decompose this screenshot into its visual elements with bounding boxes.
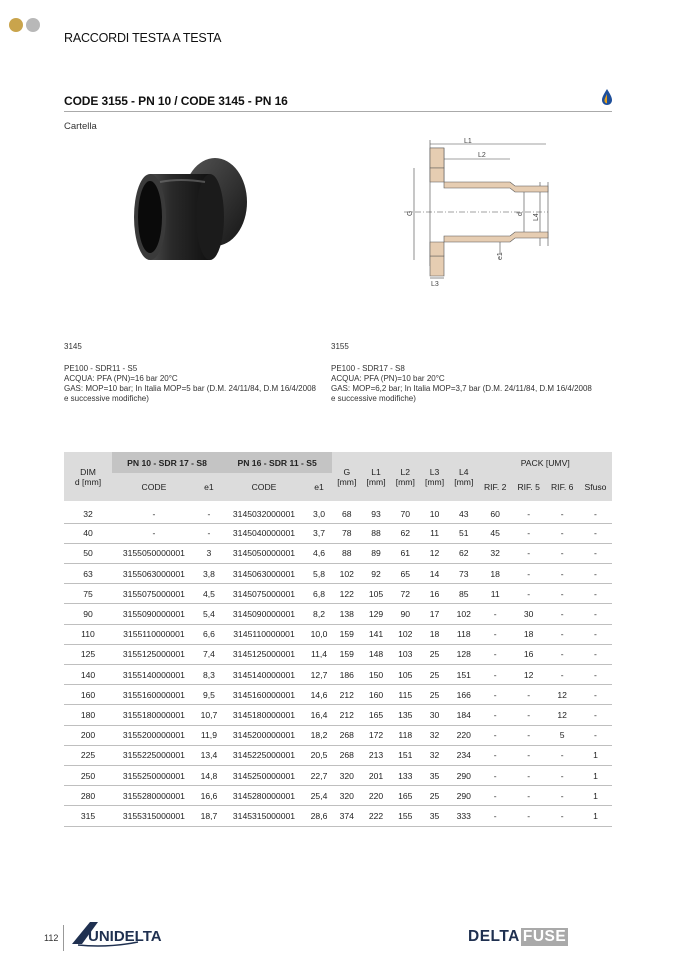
table-cell: 3145063000001 <box>222 564 306 584</box>
variant-line: GAS: MOP=6,2 bar; In Italia MOP=3,7 bar (D.M. 24/11/84, D.M 16/4/2008 <box>331 384 592 393</box>
table-cell: 151 <box>391 745 420 765</box>
variant-line: GAS: MOP=10 bar; In Italia MOP=5 bar (D.M. 24/11/84, D.M 16/4/2008 <box>64 384 316 393</box>
table-row <box>64 584 612 604</box>
table-cell: - <box>579 584 612 604</box>
table-cell: - <box>579 665 612 685</box>
table-cell: - <box>478 685 512 705</box>
table-cell: 140 <box>64 665 112 685</box>
table-cell: 165 <box>391 786 420 806</box>
table-cell: 159 <box>332 644 361 664</box>
table-cell: 12 <box>545 705 579 725</box>
table-cell: - <box>545 665 579 685</box>
variant-line: ACQUA: PFA (PN)=16 bar 20°C <box>64 374 178 383</box>
table-cell: 125 <box>64 644 112 664</box>
table-cell: - <box>545 624 579 644</box>
table-cell: 30 <box>420 705 449 725</box>
table-row <box>64 543 612 563</box>
table-cell: - <box>579 644 612 664</box>
table-cell: 186 <box>332 665 361 685</box>
deltafuse-logo <box>468 928 568 946</box>
variant-3155 <box>331 342 592 404</box>
table-cell: - <box>196 503 222 523</box>
table-row <box>64 745 612 765</box>
table-cell: - <box>478 644 512 664</box>
table-cell: 128 <box>449 644 478 664</box>
table-cell: - <box>545 523 579 543</box>
table-cell: 1 <box>579 765 612 785</box>
table-cell: - <box>512 503 546 523</box>
table-cell: 32 <box>64 503 112 523</box>
table-cell: 110 <box>64 624 112 644</box>
table-cell: 90 <box>64 604 112 624</box>
table-cell: 25 <box>420 644 449 664</box>
variant-line: PE100 - SDR11 - S5 <box>64 364 138 373</box>
grey-dot-icon <box>26 18 40 32</box>
table-row <box>64 564 612 584</box>
variant-line: e successive modifiche) <box>331 394 416 403</box>
table-cell: 51 <box>449 523 478 543</box>
table-cell: 3155140000001 <box>112 665 196 685</box>
table-cell: 3155075000001 <box>112 584 196 604</box>
table-cell: 11 <box>420 523 449 543</box>
table-cell: 18 <box>478 564 512 584</box>
table-cell: 8,3 <box>196 665 222 685</box>
table-cell: 62 <box>449 543 478 563</box>
header-rif6: RIF. 6 <box>545 473 579 503</box>
table-cell: 222 <box>361 806 390 826</box>
table-cell: 10 <box>420 503 449 523</box>
table-cell: - <box>112 523 196 543</box>
table-cell: 220 <box>361 786 390 806</box>
table-cell: - <box>512 765 546 785</box>
table-cell: 3145125000001 <box>222 644 306 664</box>
table-cell: 118 <box>449 624 478 644</box>
header-dim: DIM d [mm] <box>64 452 112 503</box>
unidelta-wordmark: UNIDELTA <box>88 928 162 945</box>
table-cell: 138 <box>332 604 361 624</box>
table-cell: 93 <box>361 503 390 523</box>
table-cell: 234 <box>449 745 478 765</box>
table-cell: - <box>579 705 612 725</box>
table-cell: 4,5 <box>196 584 222 604</box>
table-cell: 102 <box>391 624 420 644</box>
table-cell: 30 <box>512 604 546 624</box>
table-cell: 3145200000001 <box>222 725 306 745</box>
table-cell: 3145090000001 <box>222 604 306 624</box>
table-cell: 155 <box>391 806 420 826</box>
table-cell: 9,5 <box>196 685 222 705</box>
variant-line: ACQUA: PFA (PN)=10 bar 20°C <box>331 374 445 383</box>
table-cell: 3155180000001 <box>112 705 196 725</box>
table-row <box>64 705 612 725</box>
dimensions-table <box>64 452 612 827</box>
header-l1: L1 [mm] <box>361 452 390 503</box>
table-cell: 11,9 <box>196 725 222 745</box>
table-cell: 160 <box>64 685 112 705</box>
table-cell: 18,2 <box>306 725 332 745</box>
table-cell: 1 <box>579 745 612 765</box>
table-cell: 105 <box>361 584 390 604</box>
table-cell: 3155225000001 <box>112 745 196 765</box>
table-cell: - <box>545 503 579 523</box>
header-pn10: PN 10 - SDR 17 - S8 <box>112 452 222 473</box>
table-cell: 3,0 <box>306 503 332 523</box>
table-cell: 165 <box>361 705 390 725</box>
header-sfuso: Sfuso <box>579 473 612 503</box>
table-cell: 280 <box>64 786 112 806</box>
table-cell: 141 <box>361 624 390 644</box>
table-cell: 25,4 <box>306 786 332 806</box>
table-cell: 3145040000001 <box>222 523 306 543</box>
table-cell: 63 <box>64 564 112 584</box>
table-cell: 3145050000001 <box>222 543 306 563</box>
table-cell: - <box>478 725 512 745</box>
table-cell: 320 <box>332 765 361 785</box>
gold-dot-icon <box>9 18 23 32</box>
table-cell: 22,7 <box>306 765 332 785</box>
table-cell: 32 <box>420 725 449 745</box>
table-cell: 315 <box>64 806 112 826</box>
table-cell: 151 <box>449 665 478 685</box>
technical-drawing <box>400 136 550 291</box>
title-divider <box>64 111 612 112</box>
table-cell: 16 <box>420 584 449 604</box>
table-cell: 212 <box>332 705 361 725</box>
table-cell: 3,7 <box>306 523 332 543</box>
table-cell: 5 <box>545 725 579 745</box>
product-photo <box>120 152 270 277</box>
table-cell: - <box>512 725 546 745</box>
table-cell: 16,6 <box>196 786 222 806</box>
table-cell: 6,6 <box>196 624 222 644</box>
table-cell: 60 <box>478 503 512 523</box>
table-cell: 1 <box>579 786 612 806</box>
table-cell: 148 <box>361 644 390 664</box>
table-cell: 3145225000001 <box>222 745 306 765</box>
table-cell: 160 <box>361 685 390 705</box>
table-cell: 201 <box>361 765 390 785</box>
footer-divider <box>63 925 64 951</box>
header-pack: PACK [UMV] <box>478 452 612 473</box>
table-cell: 133 <box>391 765 420 785</box>
table-row <box>64 786 612 806</box>
variant-line: PE100 - SDR17 - S8 <box>331 364 405 373</box>
table-cell: - <box>545 543 579 563</box>
table-cell: 25 <box>420 685 449 705</box>
table-cell: 184 <box>449 705 478 725</box>
table-cell: 28,6 <box>306 806 332 826</box>
table-cell: 75 <box>64 584 112 604</box>
header-code-pn10: CODE <box>112 473 196 503</box>
table-cell: - <box>579 725 612 745</box>
table-cell: 16,4 <box>306 705 332 725</box>
table-cell: - <box>512 564 546 584</box>
label-d: d <box>517 212 524 216</box>
table-cell: 12 <box>420 543 449 563</box>
table-row <box>64 765 612 785</box>
table-row <box>64 604 612 624</box>
table-row <box>64 523 612 543</box>
table-cell: 3145140000001 <box>222 665 306 685</box>
table-cell: 70 <box>391 503 420 523</box>
table-row <box>64 503 612 523</box>
table-cell: 103 <box>391 644 420 664</box>
table-cell: 65 <box>391 564 420 584</box>
table-cell: 3155250000001 <box>112 765 196 785</box>
table-cell: 3145032000001 <box>222 503 306 523</box>
table-cell: 374 <box>332 806 361 826</box>
table-cell: 12 <box>512 665 546 685</box>
table-cell: 7,4 <box>196 644 222 664</box>
table-cell: 85 <box>449 584 478 604</box>
table-cell: - <box>112 503 196 523</box>
table-cell: 14,8 <box>196 765 222 785</box>
table-cell: 135 <box>391 705 420 725</box>
table-cell: 5,4 <box>196 604 222 624</box>
table-cell: 3145180000001 <box>222 705 306 725</box>
table-cell: 89 <box>361 543 390 563</box>
table-cell: 290 <box>449 786 478 806</box>
table-cell: - <box>545 765 579 785</box>
table-cell: - <box>545 584 579 604</box>
table-cell: - <box>579 685 612 705</box>
table-body <box>64 503 612 826</box>
table-cell: - <box>512 786 546 806</box>
table-cell: 68 <box>332 503 361 523</box>
table-cell: 20,5 <box>306 745 332 765</box>
table-cell: - <box>545 604 579 624</box>
table-cell: 5,8 <box>306 564 332 584</box>
table-cell: - <box>579 564 612 584</box>
table-cell: 3155110000001 <box>112 624 196 644</box>
table-cell: 102 <box>449 604 478 624</box>
table-cell: 105 <box>391 665 420 685</box>
table-cell: 18 <box>512 624 546 644</box>
table-cell: 115 <box>391 685 420 705</box>
table-cell: - <box>478 624 512 644</box>
table-cell: 213 <box>361 745 390 765</box>
table-cell: 4,6 <box>306 543 332 563</box>
table-cell: - <box>545 786 579 806</box>
product-title: CODE 3155 - PN 10 / CODE 3145 - PN 16 <box>64 94 288 108</box>
table-row <box>64 624 612 644</box>
table-cell: - <box>478 705 512 725</box>
table-cell: 73 <box>449 564 478 584</box>
table-cell: 50 <box>64 543 112 563</box>
table-row <box>64 665 612 685</box>
table-cell: 180 <box>64 705 112 725</box>
table-cell: 8,2 <box>306 604 332 624</box>
deltafuse-delta: DELTA <box>468 928 520 945</box>
deltafuse-fuse: FUSE <box>522 928 567 945</box>
header-code-pn16: CODE <box>222 473 306 503</box>
table-cell: 6,8 <box>306 584 332 604</box>
label-l2: L2 <box>478 152 486 159</box>
table-cell: 333 <box>449 806 478 826</box>
label-g: G <box>407 210 414 216</box>
table-cell: - <box>512 745 546 765</box>
table-cell: 3155315000001 <box>112 806 196 826</box>
table-cell: 88 <box>361 523 390 543</box>
table-cell: 18 <box>420 624 449 644</box>
label-l4: L4 <box>533 213 540 221</box>
table-cell: 212 <box>332 685 361 705</box>
table-cell: 78 <box>332 523 361 543</box>
table-cell: 225 <box>64 745 112 765</box>
table-cell: 159 <box>332 624 361 644</box>
table-cell: 1 <box>579 806 612 826</box>
table-row <box>64 725 612 745</box>
table-cell: - <box>512 584 546 604</box>
table-cell: 35 <box>420 806 449 826</box>
table-cell: 268 <box>332 745 361 765</box>
unidelta-logo <box>68 918 208 948</box>
table-cell: 129 <box>361 604 390 624</box>
table-cell: 150 <box>361 665 390 685</box>
table-cell: - <box>478 665 512 685</box>
table-cell: - <box>545 564 579 584</box>
header-l3: L3 [mm] <box>420 452 449 503</box>
table-cell: 25 <box>420 665 449 685</box>
table-cell: - <box>512 523 546 543</box>
table-cell: - <box>478 765 512 785</box>
table-cell: 11,4 <box>306 644 332 664</box>
table-cell: 172 <box>361 725 390 745</box>
table-cell: 43 <box>449 503 478 523</box>
variant-3145 <box>64 342 316 404</box>
table-cell: 11 <box>478 584 512 604</box>
table-cell: - <box>512 685 546 705</box>
table-cell: 102 <box>332 564 361 584</box>
table-cell: 3155200000001 <box>112 725 196 745</box>
table-cell: 3145110000001 <box>222 624 306 644</box>
table-cell: 3145160000001 <box>222 685 306 705</box>
table-cell: 17 <box>420 604 449 624</box>
section-title: RACCORDI TESTA A TESTA <box>64 31 222 45</box>
table-cell: 3 <box>196 543 222 563</box>
table-cell: 16 <box>512 644 546 664</box>
product-subtitle: Cartella <box>64 121 97 132</box>
table-cell: - <box>579 604 612 624</box>
variant-code: 3155 <box>331 342 349 351</box>
table-cell: - <box>545 806 579 826</box>
label-l1: L1 <box>464 138 472 145</box>
variant-code: 3145 <box>64 342 82 351</box>
table-cell: 92 <box>361 564 390 584</box>
page-number: 112 <box>44 933 59 943</box>
table-cell: 12 <box>545 685 579 705</box>
header-rif2: RIF. 2 <box>478 473 512 503</box>
table-cell: 166 <box>449 685 478 705</box>
header-l2: L2 [mm] <box>391 452 420 503</box>
table-cell: 3145280000001 <box>222 786 306 806</box>
table-cell: 13,4 <box>196 745 222 765</box>
table-cell: - <box>512 806 546 826</box>
header-g: G [mm] <box>332 452 361 503</box>
table-cell: 45 <box>478 523 512 543</box>
table-cell: 290 <box>449 765 478 785</box>
table-cell: - <box>478 604 512 624</box>
table-cell: 32 <box>478 543 512 563</box>
table-cell: - <box>579 503 612 523</box>
table-cell: 268 <box>332 725 361 745</box>
header-e1-pn10: e1 <box>196 473 222 503</box>
table-cell: 3155125000001 <box>112 644 196 664</box>
table-cell: 3155090000001 <box>112 604 196 624</box>
table-cell: 62 <box>391 523 420 543</box>
table-cell: - <box>545 745 579 765</box>
table-cell: 18,7 <box>196 806 222 826</box>
table-cell: 72 <box>391 584 420 604</box>
header-e1-pn16: e1 <box>306 473 332 503</box>
section-dots <box>9 18 40 32</box>
table-cell: - <box>512 543 546 563</box>
table-cell: 10,7 <box>196 705 222 725</box>
header-l4: L4 [mm] <box>449 452 478 503</box>
table-cell: 90 <box>391 604 420 624</box>
header-pn16: PN 16 - SDR 11 - S5 <box>222 452 332 473</box>
table-row <box>64 806 612 826</box>
table-cell: - <box>579 543 612 563</box>
table-cell: 250 <box>64 765 112 785</box>
table-cell: 3155280000001 <box>112 786 196 806</box>
table-cell: 61 <box>391 543 420 563</box>
table-cell: 122 <box>332 584 361 604</box>
table-cell: - <box>512 705 546 725</box>
header-rif5: RIF. 5 <box>512 473 546 503</box>
table-cell: - <box>579 523 612 543</box>
table-cell: 12,7 <box>306 665 332 685</box>
table-cell: - <box>478 806 512 826</box>
table-cell: 320 <box>332 786 361 806</box>
table-cell: 25 <box>420 786 449 806</box>
table-cell: - <box>196 523 222 543</box>
table-cell: - <box>478 786 512 806</box>
table-cell: 40 <box>64 523 112 543</box>
table-cell: 3145250000001 <box>222 765 306 785</box>
table-cell: - <box>545 644 579 664</box>
table-cell: 14,6 <box>306 685 332 705</box>
table-cell: 200 <box>64 725 112 745</box>
table-cell: 14 <box>420 564 449 584</box>
table-row <box>64 685 612 705</box>
table-cell: 3145075000001 <box>222 584 306 604</box>
label-l3: L3 <box>431 281 439 288</box>
table-cell: 3,8 <box>196 564 222 584</box>
water-gas-drop-icon <box>601 88 613 106</box>
table-cell: - <box>579 624 612 644</box>
table-cell: 32 <box>420 745 449 765</box>
table-cell: 3155050000001 <box>112 543 196 563</box>
table-row <box>64 644 612 664</box>
table-cell: 88 <box>332 543 361 563</box>
table-cell: 3155063000001 <box>112 564 196 584</box>
table-cell: 10,0 <box>306 624 332 644</box>
table-cell: 220 <box>449 725 478 745</box>
table-cell: 3155160000001 <box>112 685 196 705</box>
table-cell: 3145315000001 <box>222 806 306 826</box>
label-e1: e1 <box>497 252 504 260</box>
table-cell: - <box>478 745 512 765</box>
table-cell: 35 <box>420 765 449 785</box>
variant-line: e successive modifiche) <box>64 394 149 403</box>
table-cell: 118 <box>391 725 420 745</box>
